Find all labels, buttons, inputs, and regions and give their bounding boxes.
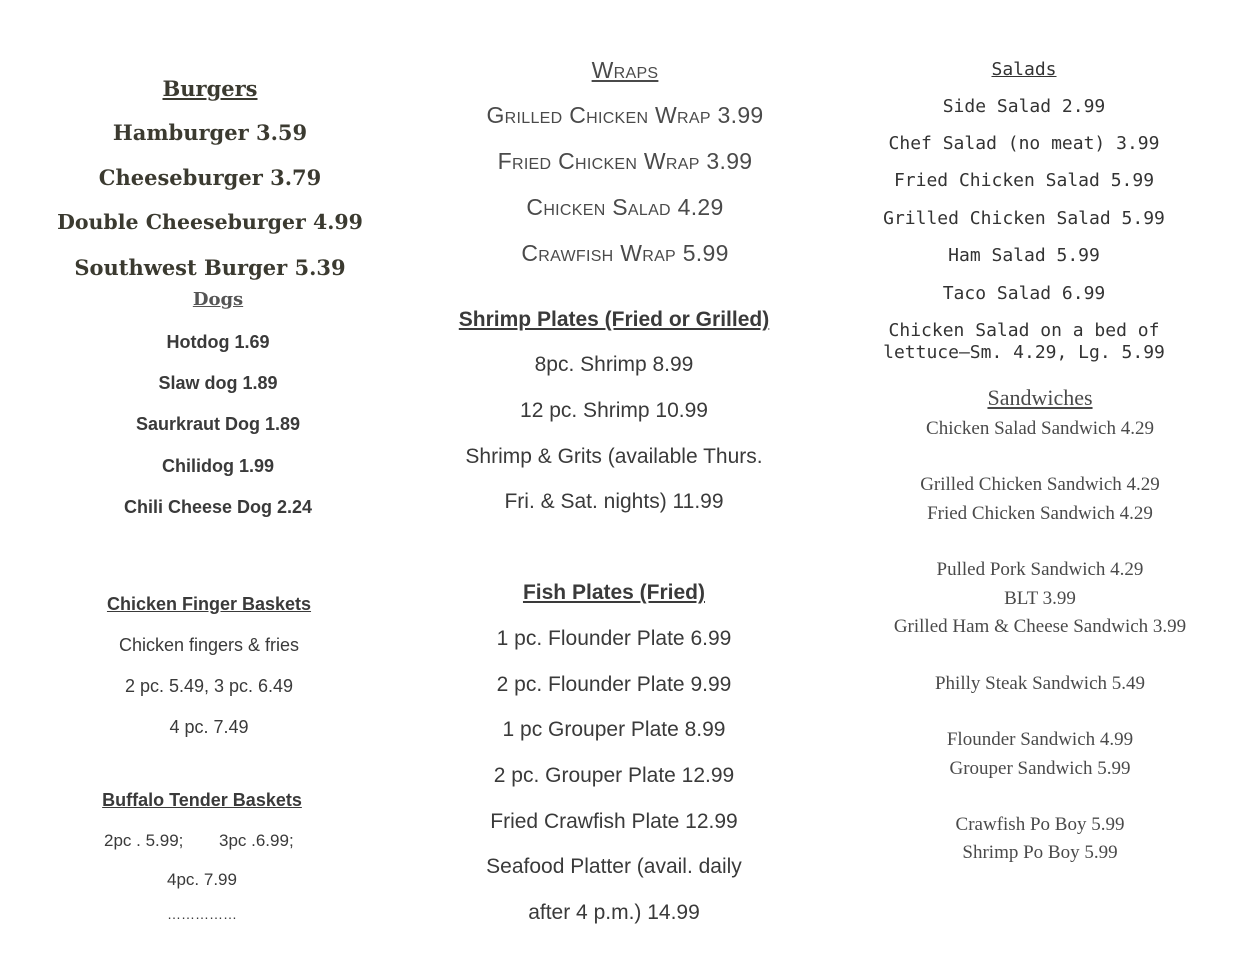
menu-item-shrimp-po-boy: Shrimp Po Boy 5.99 (962, 842, 1118, 863)
menu-item-taco-salad: Taco Salad 6.99 (942, 283, 1106, 304)
menu-item-hamburger: Hamburger 3.59 (112, 120, 308, 145)
menu-item-chef-salad: Chef Salad (no meat) 3.99 (888, 133, 1160, 154)
menu-item-chicken-fingers: Chicken fingers & fries (118, 635, 300, 655)
menu-item-shrimp-grits-cont: Fri. & Sat. nights) 11.99 (504, 490, 724, 513)
menu-item-fried-crawfish-plate: Fried Crawfish Plate 12.99 (490, 810, 738, 833)
dogs-heading: Dogs (192, 289, 244, 310)
menu-item-crawfish-wrap: Crawfish Wrap 5.99 (521, 240, 729, 266)
menu-item-chicken-fingers-4pc: 4 pc. 7.49 (169, 717, 249, 737)
menu-item-seafood-platter: Seafood Platter (avail. daily (486, 855, 742, 878)
dotted-divider: …………… (167, 906, 237, 922)
menu-item-grilled-chicken-sandwich: Grilled Chicken Sandwich 4.29 (920, 474, 1160, 495)
menu-item-8pc-shrimp: 8pc. Shrimp 8.99 (534, 353, 694, 376)
menu-item-grilled-ham-cheese: Grilled Ham & Cheese Sandwich 3.99 (893, 616, 1187, 637)
menu-item-chili-cheese-dog: Chili Cheese Dog 2.24 (123, 497, 313, 517)
menu-item-cheeseburger: Cheeseburger 3.79 (98, 165, 322, 190)
menu-item-grilled-chicken-salad: Grilled Chicken Salad 5.99 (883, 208, 1165, 229)
menu-item-buffalo-3pc: 3pc .6.99; (219, 831, 294, 850)
menu-item-2pc-grouper: 2 pc. Grouper Plate 12.99 (493, 764, 735, 787)
menu-item-southwest-burger: Southwest Burger 5.39 (74, 255, 346, 280)
sandwiches-heading: Sandwiches (987, 385, 1093, 410)
salads-heading: Salads (991, 59, 1057, 80)
menu-item-chicken-fingers-prices: 2 pc. 5.49, 3 pc. 6.49 (124, 676, 294, 696)
menu-item-chicken-salad-bed-prices: lettuce—Sm. 4.29, Lg. 5.99 (883, 342, 1165, 363)
chicken-finger-heading: Chicken Finger Baskets (106, 594, 312, 614)
menu-item-ham-salad: Ham Salad 5.99 (948, 245, 1100, 266)
wraps-heading: Wraps (591, 57, 659, 83)
menu-item-fried-chicken-wrap: Fried Chicken Wrap 3.99 (497, 148, 753, 174)
menu-item-fried-chicken-salad: Fried Chicken Salad 5.99 (893, 170, 1155, 191)
menu-item-grouper-sandwich: Grouper Sandwich 5.99 (949, 758, 1131, 779)
fish-heading: Fish Plates (Fried) (522, 581, 706, 604)
menu-item-2pc-flounder: 2 pc. Flounder Plate 9.99 (496, 673, 732, 696)
menu-item-chicken-salad-bed: Chicken Salad on a bed of (888, 320, 1160, 341)
menu-item-flounder-sandwich: Flounder Sandwich 4.99 (946, 729, 1134, 750)
menu-item-slaw-dog: Slaw dog 1.89 (158, 373, 278, 393)
menu-item-shrimp-grits: Shrimp & Grits (available Thurs. (465, 445, 763, 468)
menu-item-1pc-flounder: 1 pc. Flounder Plate 6.99 (496, 627, 732, 650)
menu-item-crawfish-po-boy: Crawfish Po Boy 5.99 (955, 814, 1125, 835)
menu-item-buffalo-2pc: 2pc . 5.99; (104, 831, 184, 850)
menu-item-seafood-platter-cont: after 4 p.m.) 14.99 (528, 901, 700, 924)
menu-item-hotdog: Hotdog 1.69 (166, 332, 270, 352)
menu-item-chicken-salad-wrap: Chicken Salad 4.29 (526, 194, 724, 220)
burgers-heading: Burgers (162, 76, 258, 101)
menu-item-grilled-chicken-wrap: Grilled Chicken Wrap 3.99 (486, 102, 764, 128)
menu-item-blt: BLT 3.99 (1004, 588, 1076, 609)
shrimp-heading: Shrimp Plates (Fried or Grilled) (458, 308, 770, 331)
menu-item-side-salad: Side Salad 2.99 (942, 96, 1106, 117)
menu-item-buffalo-4pc: 4pc. 7.99 (167, 870, 237, 889)
menu-item-12pc-shrimp: 12 pc. Shrimp 10.99 (520, 399, 708, 422)
menu-item-double-cheeseburger: Double Cheeseburger 4.99 (57, 210, 363, 234)
menu-item-chilidog: Chilidog 1.99 (161, 456, 275, 476)
menu-item-philly-steak: Philly Steak Sandwich 5.49 (934, 673, 1146, 694)
menu-item-saurkraut-dog: Saurkraut Dog 1.89 (135, 414, 301, 434)
menu-item-pulled-pork-sandwich: Pulled Pork Sandwich 4.29 (936, 559, 1144, 580)
buffalo-heading: Buffalo Tender Baskets (102, 790, 302, 810)
menu-item-1pc-grouper: 1 pc Grouper Plate 8.99 (502, 718, 726, 741)
menu-item-chicken-salad-sandwich: Chicken Salad Sandwich 4.29 (926, 418, 1154, 439)
menu-item-fried-chicken-sandwich: Fried Chicken Sandwich 4.29 (927, 503, 1153, 524)
